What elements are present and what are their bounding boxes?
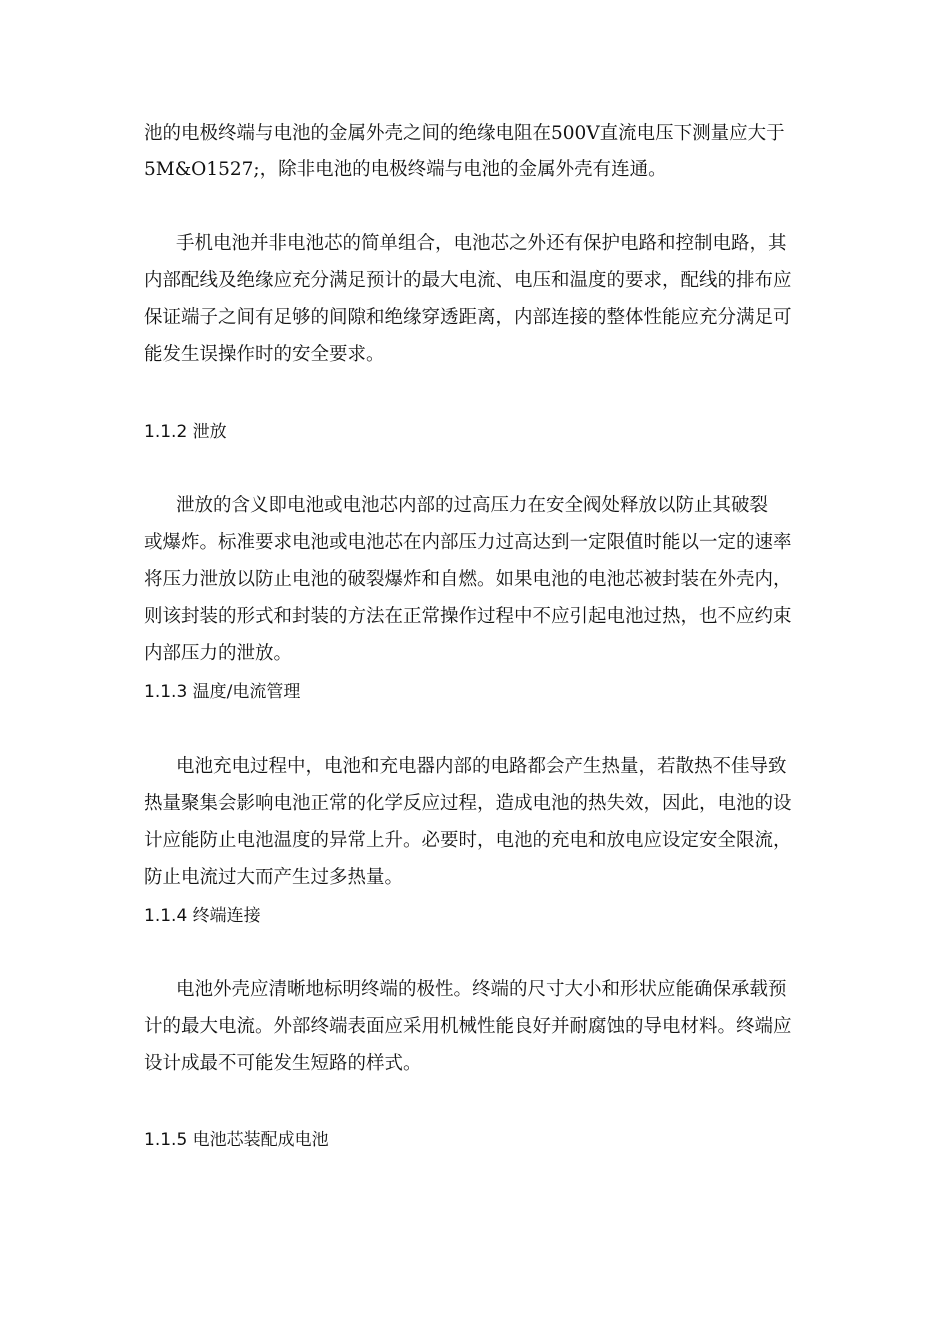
section-1-1-4-line-2: 计的最大电流。外部终端表面应采用机械性能良好并耐腐蚀的导电材料。终端应 — [144, 1016, 792, 1037]
section-1-1-2-line-5: 内部压力的泄放。 — [144, 643, 293, 664]
section-1-1-3-line-4: 防止电流过大而产生过多热量。 — [144, 867, 404, 888]
section-1-1-3-line-3: 计应能防止电池温度的异常上升。必要时，电池的充电和放电应设定安全限流， — [144, 830, 792, 851]
section-1-1-3-line-2: 热量聚集会影响电池正常的化学反应过程，造成电池的热失效，因此，电池的设 — [144, 793, 792, 814]
structure-line-4: 能发生误操作时的安全要求。 — [144, 344, 385, 365]
section-1-1-2-line-2: 或爆炸。标准要求电池或电池芯在内部压力过高达到一定限值时能以一定的速率 — [144, 532, 792, 553]
intro-line-1: 池的电极终端与电池的金属外壳之间的绝缘电阻在500V直流电压下测量应大于 — [144, 123, 785, 144]
structure-line-2: 内部配线及绝缘应充分满足预计的最大电流、电压和温度的要求，配线的排布应 — [144, 270, 792, 291]
section-1-1-5-heading: 1.1.5 电池芯装配成电池 — [144, 1130, 329, 1150]
section-1-1-2-line-1: 泄放的含义即电池或电池芯内部的过高压力在安全阀处释放以防止其破裂 — [176, 495, 769, 516]
section-1-1-2-line-4: 则该封装的形式和封装的方法在正常操作过程中不应引起电池过热，也不应约束 — [144, 606, 792, 627]
structure-line-1: 手机电池并非电池芯的简单组合，电池芯之外还有保护电路和控制电路，其 — [176, 233, 787, 254]
section-1-1-4-line-1: 电池外壳应清晰地标明终端的极性。终端的尺寸大小和形状应能确保承载预 — [176, 979, 787, 1000]
intro-line-2: 5M&O1527;，除非电池的电极终端与电池的金属外壳有连通。 — [144, 159, 667, 180]
structure-line-3: 保证端子之间有足够的间隙和绝缘穿透距离，内部连接的整体性能应充分满足可 — [144, 307, 792, 328]
section-1-1-3-heading: 1.1.3 温度/电流管理 — [144, 682, 301, 702]
section-1-1-2-line-3: 将压力泄放以防止电池的破裂爆炸和自燃。如果电池的电池芯被封装在外壳内， — [144, 569, 792, 590]
section-1-1-4-heading: 1.1.4 终端连接 — [144, 906, 261, 926]
section-1-1-2-heading: 1.1.2 泄放 — [144, 422, 227, 442]
section-1-1-4-line-3: 设计成最不可能发生短路的样式。 — [144, 1053, 422, 1074]
section-1-1-3-line-1: 电池充电过程中，电池和充电器内部的电路都会产生热量，若散热不佳导致 — [176, 756, 787, 777]
